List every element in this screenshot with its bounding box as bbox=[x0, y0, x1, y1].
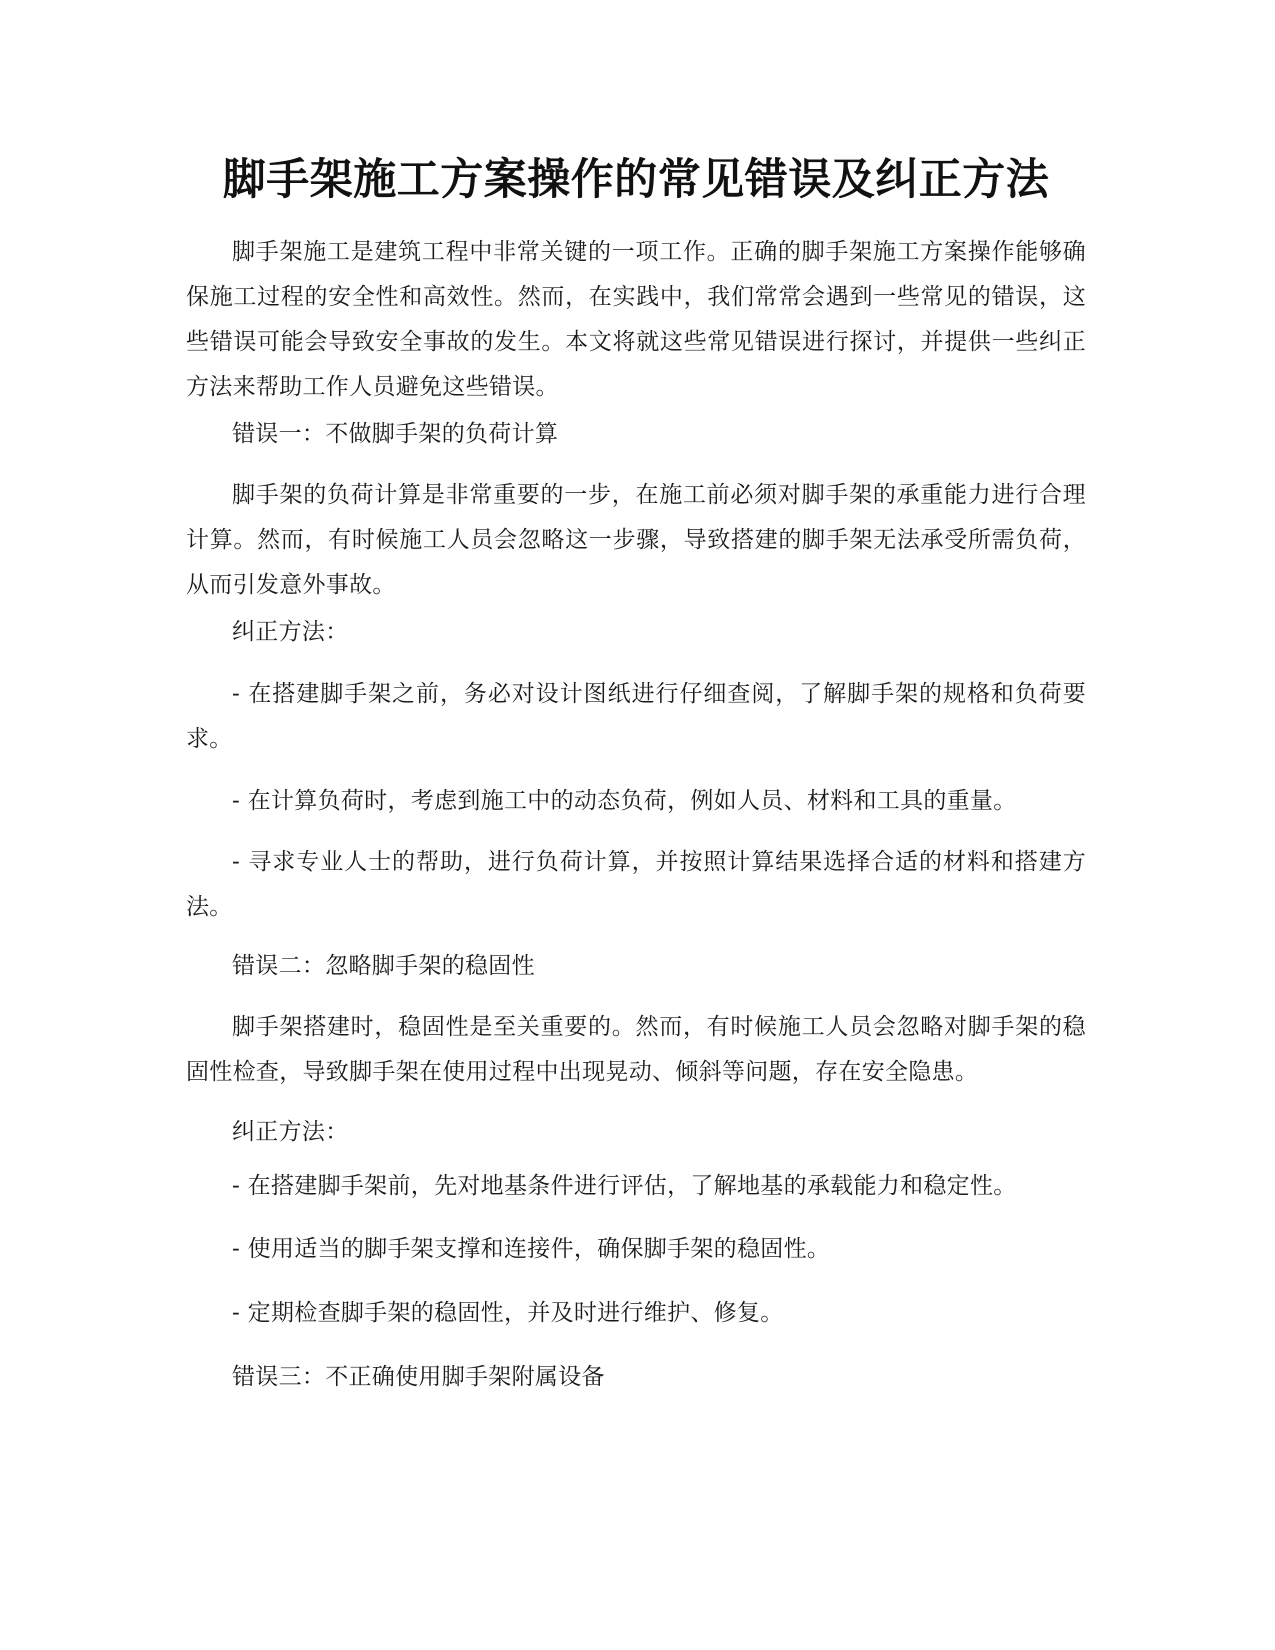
section-heading-error-1: 错误一：不做脚手架的负荷计算 bbox=[232, 421, 559, 447]
correction-heading-2: 纠正方法： bbox=[232, 1119, 349, 1145]
error-2-description: 脚手架搭建时，稳固性是至关重要的。然而，有时候施工人员会忽略对脚手架的稳固性检查，导致脚手架在使用过程中出现晃动、倾斜等问题，存在安全隐患。 bbox=[186, 1014, 1086, 1085]
error-1-description: 脚手架的负荷计算是非常重要的一步，在施工前必须对脚手架的承重能力进行合理计算。然而，有时候施工人员会忽略这一步骤，导致搭建的脚手架无法承受所需负荷，从而引发意外事故。 bbox=[186, 482, 1086, 598]
correction-1-item-3: - 寻求专业人士的帮助，进行负荷计算，并按照计算结果选择合适的材料和搭建方法。 bbox=[186, 849, 1086, 920]
document-title: 脚手架施工方案操作的常见错误及纠正方法 bbox=[222, 155, 1050, 205]
correction-1-item-2: - 在计算负荷时，考虑到施工中的动态负荷，例如人员、材料和工具的重量。 bbox=[232, 788, 1017, 814]
correction-1-item-1: - 在搭建脚手架之前，务必对设计图纸进行仔细查阅，了解脚手架的规格和负荷要求。 bbox=[186, 681, 1086, 752]
correction-2-item-2: - 使用适当的脚手架支撑和连接件，确保脚手架的稳固性。 bbox=[232, 1236, 831, 1262]
intro-paragraph: 脚手架施工是建筑工程中非常关键的一项工作。正确的脚手架施工方案操作能够确保施工过程的安全性和高效性。然而，在实践中，我们常常会遇到一些常见的错误，这些错误可能会导致安全事故的发生。本文将就这些常见错误进行探讨，并提供一些纠正方法来帮助工作人员避免这些错误。 bbox=[186, 239, 1086, 400]
correction-2-item-3: - 定期检查脚手架的稳固性，并及时进行维护、修复。 bbox=[232, 1300, 784, 1326]
correction-2-item-1: - 在搭建脚手架前，先对地基条件进行评估，了解地基的承载能力和稳定性。 bbox=[232, 1173, 1017, 1199]
section-heading-error-2: 错误二：忽略脚手架的稳固性 bbox=[232, 953, 535, 979]
correction-heading-1: 纠正方法： bbox=[232, 619, 349, 645]
section-heading-error-3: 错误三：不正确使用脚手架附属设备 bbox=[232, 1364, 605, 1390]
